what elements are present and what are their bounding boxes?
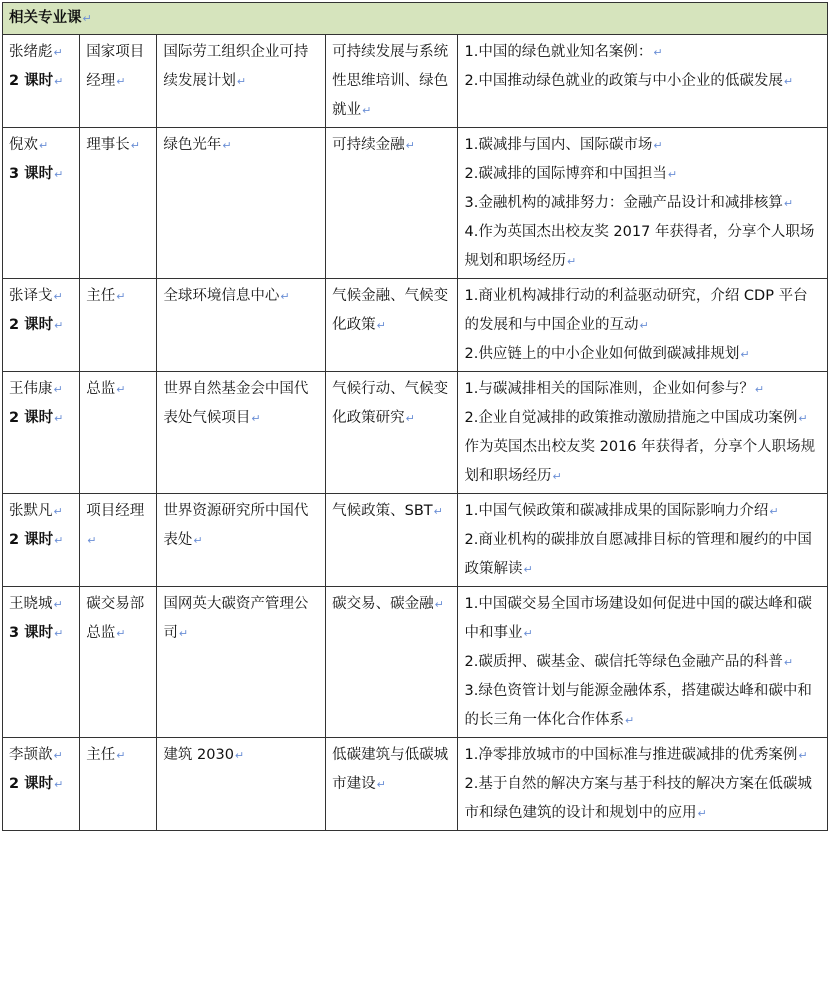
topic-text: 1.中国气候政策和碳减排成果的国际影响力介绍 xyxy=(464,503,769,519)
topics-cell xyxy=(458,587,828,738)
expertise-field: 气候金融、气候变化政策 xyxy=(332,288,449,333)
paragraph-mark-icon: ↵ xyxy=(53,749,63,762)
topic-text: 4.作为英国杰出校友奖 2017 年获得者，分享个人职场规划和职场经历 xyxy=(464,224,815,269)
job-title: 总监 xyxy=(86,381,116,397)
paragraph-mark-icon: ↵ xyxy=(783,75,794,88)
organization: 世界资源研究所中国代表处 xyxy=(163,503,309,548)
table-row xyxy=(3,279,828,372)
topic-item xyxy=(464,218,821,276)
paragraph-mark-icon: ↵ xyxy=(39,139,49,152)
course-hours-text: 3 课时 xyxy=(9,166,54,182)
course-hours-text: 2 课时 xyxy=(9,73,54,89)
expertise-field-cell xyxy=(326,587,458,738)
course-hours xyxy=(9,67,73,96)
job-title-cell xyxy=(80,738,157,831)
paragraph-mark-icon: ↵ xyxy=(116,290,126,303)
job-title: 碳交易部总监 xyxy=(86,596,145,641)
paragraph-mark-icon: ↵ xyxy=(566,255,577,268)
topics-cell xyxy=(458,738,828,831)
paragraph-mark-icon: ↵ xyxy=(54,319,64,332)
expertise-field-cell xyxy=(326,128,458,279)
topic-item xyxy=(464,648,821,677)
speaker-name-text: 倪欢 xyxy=(9,137,38,153)
paragraph-mark-icon: ↵ xyxy=(54,627,64,640)
speaker-name xyxy=(9,741,73,770)
topic-text: 1.商业机构减排行动的利益驱动研究，介绍 CDP 平台的发展和与中国企业的互动 xyxy=(464,288,808,333)
paragraph-mark-icon: ↵ xyxy=(54,778,64,791)
paragraph-mark-icon: ↵ xyxy=(624,714,635,727)
job-title: 主任 xyxy=(86,747,116,763)
topic-item xyxy=(464,741,821,770)
organization-cell xyxy=(157,587,326,738)
topic-text: 2.供应链上的中小企业如何做到碳减排规划 xyxy=(464,346,740,362)
job-title-cell xyxy=(80,128,157,279)
paragraph-mark-icon: ↵ xyxy=(53,505,63,518)
expertise-field: 低碳建筑与低碳城市建设 xyxy=(332,747,449,792)
table-row xyxy=(3,372,828,494)
organization: 全球环境信息中心 xyxy=(163,288,280,304)
speaker-name-text: 王晓城 xyxy=(9,596,53,612)
paragraph-mark-icon: ↵ xyxy=(251,412,261,425)
paragraph-mark-icon: ↵ xyxy=(783,656,794,669)
paragraph-mark-icon: ↵ xyxy=(116,627,126,640)
expertise-field: 可持续发展与系统性思维培训、绿色就业 xyxy=(332,44,449,118)
paragraph-mark-icon: ↵ xyxy=(53,290,63,303)
job-title-cell xyxy=(80,35,157,128)
speaker-cell xyxy=(3,372,80,494)
topics-cell xyxy=(458,279,828,372)
course-hours xyxy=(9,526,73,555)
paragraph-mark-icon: ↵ xyxy=(193,534,203,547)
paragraph-mark-icon: ↵ xyxy=(54,412,64,425)
paragraph-mark-icon: ↵ xyxy=(280,290,290,303)
paragraph-mark-icon: ↵ xyxy=(653,46,663,59)
organization-cell xyxy=(157,372,326,494)
paragraph-mark-icon: ↵ xyxy=(130,139,140,152)
topic-item xyxy=(464,433,821,491)
course-hours xyxy=(9,160,73,189)
topic-item xyxy=(464,131,821,160)
topic-text: 3.金融机构的减排努力：金融产品设计和减排核算 xyxy=(464,195,783,211)
table-row xyxy=(3,494,828,587)
paragraph-mark-icon: ↵ xyxy=(53,46,63,59)
speaker-name-text: 王伟康 xyxy=(9,381,53,397)
organization: 绿色光年 xyxy=(163,137,222,153)
topics-cell xyxy=(458,372,828,494)
paragraph-mark-icon: ↵ xyxy=(639,319,649,332)
topics-cell xyxy=(458,35,828,128)
organization: 世界自然基金会中国代表处气候项目 xyxy=(163,381,309,426)
paragraph-mark-icon: ↵ xyxy=(552,470,562,483)
job-title-cell xyxy=(80,372,157,494)
expertise-field-cell xyxy=(326,372,458,494)
speaker-name xyxy=(9,375,73,404)
topic-text: 1.中国的绿色就业知名案例： xyxy=(464,44,653,60)
speaker-cell xyxy=(3,279,80,372)
topic-text: 作为英国杰出校友奖 2016 年获得者，分享个人职场规划和职场经历 xyxy=(464,439,816,484)
job-title-cell xyxy=(80,587,157,738)
paragraph-mark-icon: ↵ xyxy=(523,563,533,576)
topic-item xyxy=(464,160,821,189)
paragraph-mark-icon: ↵ xyxy=(236,75,247,88)
topic-item xyxy=(464,526,821,584)
organization: 国际劳工组织企业可持续发展计划 xyxy=(163,44,309,89)
paragraph-mark-icon: ↵ xyxy=(433,505,443,518)
course-table-container xyxy=(2,2,828,831)
course-hours-text: 2 课时 xyxy=(9,776,54,792)
speaker-cell xyxy=(3,35,80,128)
topic-item xyxy=(464,590,821,648)
course-hours-text: 2 课时 xyxy=(9,532,54,548)
course-hours-text: 2 课时 xyxy=(9,317,54,333)
course-hours xyxy=(9,770,73,799)
paragraph-mark-icon: ↵ xyxy=(740,348,750,361)
paragraph-mark-icon: ↵ xyxy=(434,598,444,611)
section-title: 相关专业课 xyxy=(9,10,82,26)
paragraph-mark-icon: ↵ xyxy=(653,139,663,152)
topic-text: 2.碳质押、碳基金、碳信托等绿色金融产品的科普 xyxy=(464,654,783,670)
speaker-name xyxy=(9,131,73,160)
topic-item xyxy=(464,340,821,369)
paragraph-mark-icon: ↵ xyxy=(376,778,386,791)
paragraph-mark-icon: ↵ xyxy=(116,75,126,88)
paragraph-mark-icon: ↵ xyxy=(754,383,765,396)
paragraph-mark-icon: ↵ xyxy=(54,75,64,88)
expertise-field: 气候行动、气候变化政策研究 xyxy=(332,381,449,426)
speaker-name xyxy=(9,497,73,526)
speaker-cell xyxy=(3,494,80,587)
paragraph-mark-icon: ↵ xyxy=(116,383,126,396)
table-row xyxy=(3,587,828,738)
topic-text: 2.基于自然的解决方案与基于科技的解决方案在低碳城市和绿色建筑的设计和规划中的应用 xyxy=(464,776,812,821)
paragraph-mark-icon: ↵ xyxy=(53,598,63,611)
speaker-name xyxy=(9,282,73,311)
paragraph-mark-icon: ↵ xyxy=(362,104,372,117)
paragraph-mark-icon: ↵ xyxy=(82,12,92,25)
course-hours-text: 2 课时 xyxy=(9,410,54,426)
topic-item xyxy=(464,375,821,404)
paragraph-mark-icon: ↵ xyxy=(783,197,794,210)
paragraph-mark-icon: ↵ xyxy=(53,383,63,396)
expertise-field-cell xyxy=(326,494,458,587)
paragraph-mark-icon: ↵ xyxy=(178,627,189,640)
topic-item xyxy=(464,677,821,735)
organization-cell xyxy=(157,35,326,128)
table-row xyxy=(3,35,828,128)
expertise-field: 碳交易、碳金融 xyxy=(332,596,434,612)
job-title-cell xyxy=(80,494,157,587)
expertise-field: 可持续金融 xyxy=(332,137,405,153)
speaker-name-text: 张译戈 xyxy=(9,288,53,304)
topic-text: 2.碳减排的国际博弈和中国担当 xyxy=(464,166,667,182)
course-hours-text: 3 课时 xyxy=(9,625,54,641)
organization: 建筑 2030 xyxy=(163,747,234,763)
topic-text: 1.与碳减排相关的国际准则，企业如何参与？ xyxy=(464,381,754,397)
paragraph-mark-icon: ↵ xyxy=(54,168,64,181)
course-hours xyxy=(9,619,73,648)
table-row xyxy=(3,128,828,279)
organization-cell xyxy=(157,738,326,831)
topic-text: 1.中国碳交易全国市场建设如何促进中国的碳达峰和碳中和事业 xyxy=(464,596,812,641)
speaker-name-text: 张默凡 xyxy=(9,503,53,519)
paragraph-mark-icon: ↵ xyxy=(405,412,415,425)
paragraph-mark-icon: ↵ xyxy=(376,319,386,332)
job-title: 主任 xyxy=(86,288,116,304)
speaker-name-text: 张绪彪 xyxy=(9,44,53,60)
speaker-name xyxy=(9,38,73,67)
section-header-row xyxy=(3,3,828,35)
course-table xyxy=(2,2,828,831)
paragraph-mark-icon: ↵ xyxy=(116,749,126,762)
speaker-name xyxy=(9,590,73,619)
topic-item xyxy=(464,67,821,96)
paragraph-mark-icon: ↵ xyxy=(798,412,808,425)
topic-text: 2.商业机构的碳排放自愿减排目标的管理和履约的中国政策解读 xyxy=(464,532,812,577)
topic-text: 1.净零排放城市的中国标准与推进碳减排的优秀案例 xyxy=(464,747,798,763)
speaker-cell xyxy=(3,587,80,738)
job-title: 理事长 xyxy=(86,137,130,153)
topic-text: 2.企业自觉减排的政策推动激励措施之中国成功案例 xyxy=(464,410,798,426)
topic-text: 1.碳减排与国内、国际碳市场 xyxy=(464,137,653,153)
speaker-name-text: 李颉歆 xyxy=(9,747,53,763)
paragraph-mark-icon: ↵ xyxy=(667,168,678,181)
topics-cell xyxy=(458,494,828,587)
expertise-field: 气候政策、SBT xyxy=(332,503,433,519)
course-hours xyxy=(9,404,73,433)
paragraph-mark-icon: ↵ xyxy=(697,807,707,820)
organization-cell xyxy=(157,128,326,279)
paragraph-mark-icon: ↵ xyxy=(222,139,232,152)
expertise-field-cell xyxy=(326,738,458,831)
table-row xyxy=(3,738,828,831)
paragraph-mark-icon: ↵ xyxy=(234,749,245,762)
topic-item xyxy=(464,497,821,526)
job-title: 项目经理 xyxy=(86,503,145,519)
topic-text: 2.中国推动绿色就业的政策与中小企业的低碳发展 xyxy=(464,73,783,89)
topic-item xyxy=(464,189,821,218)
paragraph-mark-icon: ↵ xyxy=(798,749,808,762)
job-title: 国家项目经理 xyxy=(86,44,145,89)
expertise-field-cell xyxy=(326,35,458,128)
topic-text: 3.绿色资管计划与能源金融体系，搭建碳达峰和碳中和的长三角一体化合作体系 xyxy=(464,683,812,728)
topic-item xyxy=(464,282,821,340)
speaker-cell xyxy=(3,128,80,279)
topic-item xyxy=(464,38,821,67)
topic-item xyxy=(464,404,821,433)
topic-item xyxy=(464,770,821,828)
organization-cell xyxy=(157,279,326,372)
organization-cell xyxy=(157,494,326,587)
paragraph-mark-icon: ↵ xyxy=(769,505,779,518)
speaker-cell xyxy=(3,738,80,831)
job-title-cell xyxy=(80,279,157,372)
topics-cell xyxy=(458,128,828,279)
course-hours xyxy=(9,311,73,340)
expertise-field-cell xyxy=(326,279,458,372)
paragraph-mark-icon: ↵ xyxy=(405,139,415,152)
paragraph-mark-icon: ↵ xyxy=(87,534,97,547)
paragraph-mark-icon: ↵ xyxy=(54,534,64,547)
section-title-cell xyxy=(3,3,828,35)
organization: 国网英大碳资产管理公司 xyxy=(163,596,309,641)
paragraph-mark-icon: ↵ xyxy=(523,627,533,640)
